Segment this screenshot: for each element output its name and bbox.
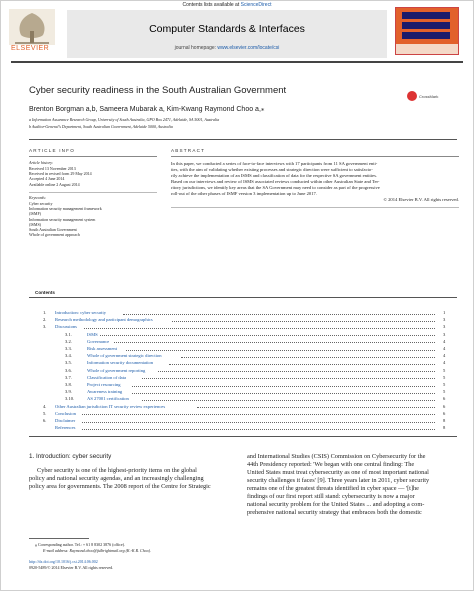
body-line: policy area for governments. The 2008 report of the Centre for Strategic xyxy=(29,483,211,490)
contents-available-line xyxy=(67,2,387,8)
intro-heading: 1. Introduction: cyber security xyxy=(29,453,112,460)
toc-leader-dots xyxy=(82,419,435,423)
keyword-item: Whole of government approach xyxy=(29,232,80,238)
issn-line: 0920-5489/© 2014 Elsevier B.V. All rights reserved. xyxy=(29,565,114,570)
toc-page-number: 5 xyxy=(443,382,446,387)
contents-heading: Contents xyxy=(35,290,55,295)
journal-name: Computer Standards & Interfaces xyxy=(149,23,305,35)
keyword-item: Information security management system xyxy=(29,216,96,222)
keywords-list xyxy=(29,201,102,237)
toc-page-number: 5 xyxy=(443,389,446,395)
abstract-rule xyxy=(171,156,459,157)
sciencedirect-link[interactable]: ScienceDirect xyxy=(240,2,272,8)
toc-item-number: 3.3. xyxy=(65,346,72,351)
toc-page-number: 4 xyxy=(443,353,446,359)
toc-item-link[interactable]: Research methodology and participant demographics xyxy=(55,317,153,323)
body-line: prehensive national security strategy that embraces both the domestic xyxy=(247,509,422,516)
body-line: national security problem for the United States ... and adopting a com- xyxy=(247,501,425,508)
body-line: 44th Presidency reported: 'We began with one central finding: The xyxy=(247,461,415,468)
toc-item-link[interactable]: Project resourcing xyxy=(87,382,121,387)
toc-leader-dots xyxy=(197,404,435,408)
homepage-link[interactable]: www.elsevier.com/locate/csi xyxy=(217,45,280,51)
publisher-name: ELSEVIER xyxy=(11,45,50,52)
toc-page-number: 3 xyxy=(443,331,446,337)
keywords-rule xyxy=(29,192,157,193)
abstract-line: ties, with the aim of validating whether existing processes and strategic direction were sufficient to satisfacto- xyxy=(171,167,373,172)
toc-page-number: 5 xyxy=(443,367,446,373)
article-info-heading: ARTICLE INFO xyxy=(29,148,75,153)
history-list xyxy=(29,166,92,187)
available-prefix: Contents lists available at xyxy=(182,2,241,8)
toc-leader-dots xyxy=(114,339,435,343)
toc-item-link[interactable]: References xyxy=(55,425,76,431)
toc-leader-dots xyxy=(82,426,435,430)
abstract-body xyxy=(171,161,459,203)
affiliation-b: b Auditor-General's Department, South Australian Government, Adelaide 5000, Australia xyxy=(29,124,173,129)
toc-item-link[interactable]: Information security documentation xyxy=(87,360,154,366)
toc-leader-dots xyxy=(142,397,435,401)
toc-item-link[interactable]: Other Australian jurisdiction IT security review experiences xyxy=(55,403,166,409)
toc-leader-dots xyxy=(132,383,435,387)
toc-leader-dots xyxy=(181,354,435,358)
toc-leader-dots xyxy=(82,411,435,415)
abstract-line: In this paper, we conducted a series of face-to-face interviews with 17 participants from 11 SA government enti- xyxy=(171,161,378,166)
email-note: E-mail address: Raymond.choo@fulbrightmail.org (K.-K.R. Choo). xyxy=(43,548,152,553)
toc-item-number: 3.10. xyxy=(65,396,75,402)
toc-item-link[interactable]: Disclaimer xyxy=(55,418,76,423)
toc-page-number: 1 xyxy=(443,310,446,315)
body-line: findings of our first report still stand: cybersecurity is now a major xyxy=(247,493,415,500)
abstract-copyright: © 2014 Elsevier B.V. All rights reserved. xyxy=(383,197,459,202)
toc-item-number: 4. xyxy=(43,403,47,409)
abstract-heading: ABSTRACT xyxy=(171,148,206,153)
toc-page-number: 4 xyxy=(443,346,446,351)
body-line: Cyber security is one of the highest-priority items on the global xyxy=(37,467,197,474)
body-line: and International Studies (CSIS) Commission on Cybersecurity for the xyxy=(247,453,426,460)
toc-leader-dots xyxy=(158,368,435,372)
title-divider xyxy=(29,139,457,140)
toc-item-number: 2. xyxy=(43,317,47,323)
toc-item-link[interactable]: Risk assessment xyxy=(87,346,117,351)
table-of-contents xyxy=(29,297,457,437)
history-item: Received in revised form 29 May 2014 xyxy=(29,171,92,177)
author-list: Brenton Borgman a,b, Sameera Mubarak a, Kim-Kwang Raymond Choo a,⁎ xyxy=(29,106,265,113)
keyword-item: South Australian Government xyxy=(29,227,77,233)
toc-leader-dots xyxy=(123,311,435,315)
toc-item-link[interactable]: ISMS xyxy=(87,331,98,337)
toc-item-link[interactable]: Classification of data xyxy=(87,374,127,380)
toc-page-number: 4 xyxy=(443,360,446,366)
toc-item-link[interactable]: Discussions xyxy=(55,324,77,330)
abstract-line: rily achieve the implementation of an ISMS and classification of data for the respective SA government entities. xyxy=(171,173,378,178)
keyword-item: (ISMS) xyxy=(29,221,42,227)
toc-item-number: 3.8. xyxy=(65,382,72,387)
toc-item-link[interactable]: AS 27001 certification xyxy=(87,396,129,402)
history-label: Article history: xyxy=(29,160,54,165)
toc-page-number: 3 xyxy=(443,317,446,323)
toc-item-link[interactable]: Awareness training xyxy=(87,389,123,395)
crossmark-icon[interactable] xyxy=(407,91,417,101)
toc-leader-dots xyxy=(84,325,435,329)
toc-item-link[interactable]: Introduction: cyber security xyxy=(55,310,107,315)
history-item: Received 13 November 2013 xyxy=(29,166,76,171)
toc-page-number: 4 xyxy=(443,338,446,344)
footnote-divider xyxy=(29,538,89,539)
crossmark-label: CrossMark xyxy=(419,94,439,99)
toc-item-number: 3.9. xyxy=(65,389,72,395)
intro-right-column xyxy=(247,453,459,517)
body-line: policy and national security agendas, and an increasingly challenging xyxy=(29,475,204,482)
body-line: security challenges it faces' [9]. Three years later in 2011, cyber security xyxy=(247,477,430,484)
toc-item-number: 3.7. xyxy=(65,374,72,380)
article-info-rule xyxy=(29,156,157,157)
toc-leader-dots xyxy=(132,390,435,394)
elsevier-logo xyxy=(9,9,55,53)
toc-item-number: 3.5. xyxy=(65,360,72,366)
toc-leader-dots xyxy=(172,318,435,322)
intro-left-column xyxy=(29,467,239,491)
header-divider xyxy=(11,61,463,63)
abstract-line: ritory jurisdictions, we identify key areas that the SA Government may need to consider as part of the progressive xyxy=(171,185,380,190)
toc-item-number: 3.1. xyxy=(65,331,72,337)
toc-item-number: 6. xyxy=(43,418,47,423)
toc-leader-dots xyxy=(100,332,435,336)
article-title: Cyber security readiness in the South Australian Government xyxy=(29,85,287,96)
toc-item-number: 3.2. xyxy=(65,338,72,344)
toc-page-number: 6 xyxy=(443,396,446,402)
keyword-item: (ISMF) xyxy=(29,211,42,217)
toc-item-number: 5. xyxy=(43,410,47,416)
toc-page-number: 3 xyxy=(443,324,446,330)
history-item: Accepted 4 June 2014 xyxy=(29,176,65,182)
toc-item-number: 3. xyxy=(43,324,47,330)
toc-page-number: 8 xyxy=(443,425,446,431)
toc-page-number: 6 xyxy=(443,410,446,416)
abstract-line: Based on our interviews and review of ISMS associated reviews conducted within other Australian State and Ter- xyxy=(171,179,380,184)
keyword-item: Information security management framework xyxy=(29,206,102,212)
affiliation-a: a Information Assurance Research Group, University of South Australia, GPO Box 2471, Adelaide, SA 5001, Australia xyxy=(29,117,220,122)
body-line: remains one of the greatest threats identified in cyber space — '[t]he xyxy=(247,485,419,492)
toc-item-number: 1. xyxy=(43,310,47,315)
toc-item-link[interactable]: Governance xyxy=(87,338,110,344)
toc-item-link[interactable]: Conclusion xyxy=(55,410,76,416)
history-item: Available online 2 August 2014 xyxy=(29,181,80,187)
keyword-item: Cyber security xyxy=(29,201,53,206)
toc-page-number: 8 xyxy=(443,418,446,423)
doi-link[interactable]: http://dx.doi.org/10.1016/j.csi.2014.06.002 xyxy=(29,559,98,564)
abstract-line: roll-out of the other phases of ISMF version 3 implementation up to June 2017. xyxy=(171,191,317,196)
homepage-prefix: journal homepage: xyxy=(174,45,218,51)
abstract-end-rule xyxy=(171,207,459,208)
toc-leader-dots xyxy=(126,347,436,351)
journal-cover-image xyxy=(395,7,459,55)
toc-leader-dots xyxy=(142,375,435,379)
toc-item-number: 3.4. xyxy=(65,353,72,359)
toc-item-link[interactable]: Whole of government reporting xyxy=(87,367,146,373)
toc-item-number: 3.6. xyxy=(65,367,72,373)
keywords-label: Keywords: xyxy=(29,195,47,200)
toc-item-link[interactable]: Whole of government strategic direction xyxy=(87,353,162,359)
journal-homepage-line xyxy=(67,45,387,51)
toc-page-number: 5 xyxy=(443,374,446,380)
toc-leader-dots xyxy=(169,361,435,365)
corresponding-author-note: ⁎ Corresponding author. Tel.: + 61 8 8302 3876 (office). xyxy=(35,542,126,547)
toc-page-number: 6 xyxy=(443,403,446,409)
body-line: United States must treat cybersecurity as one of most important national xyxy=(247,469,429,476)
